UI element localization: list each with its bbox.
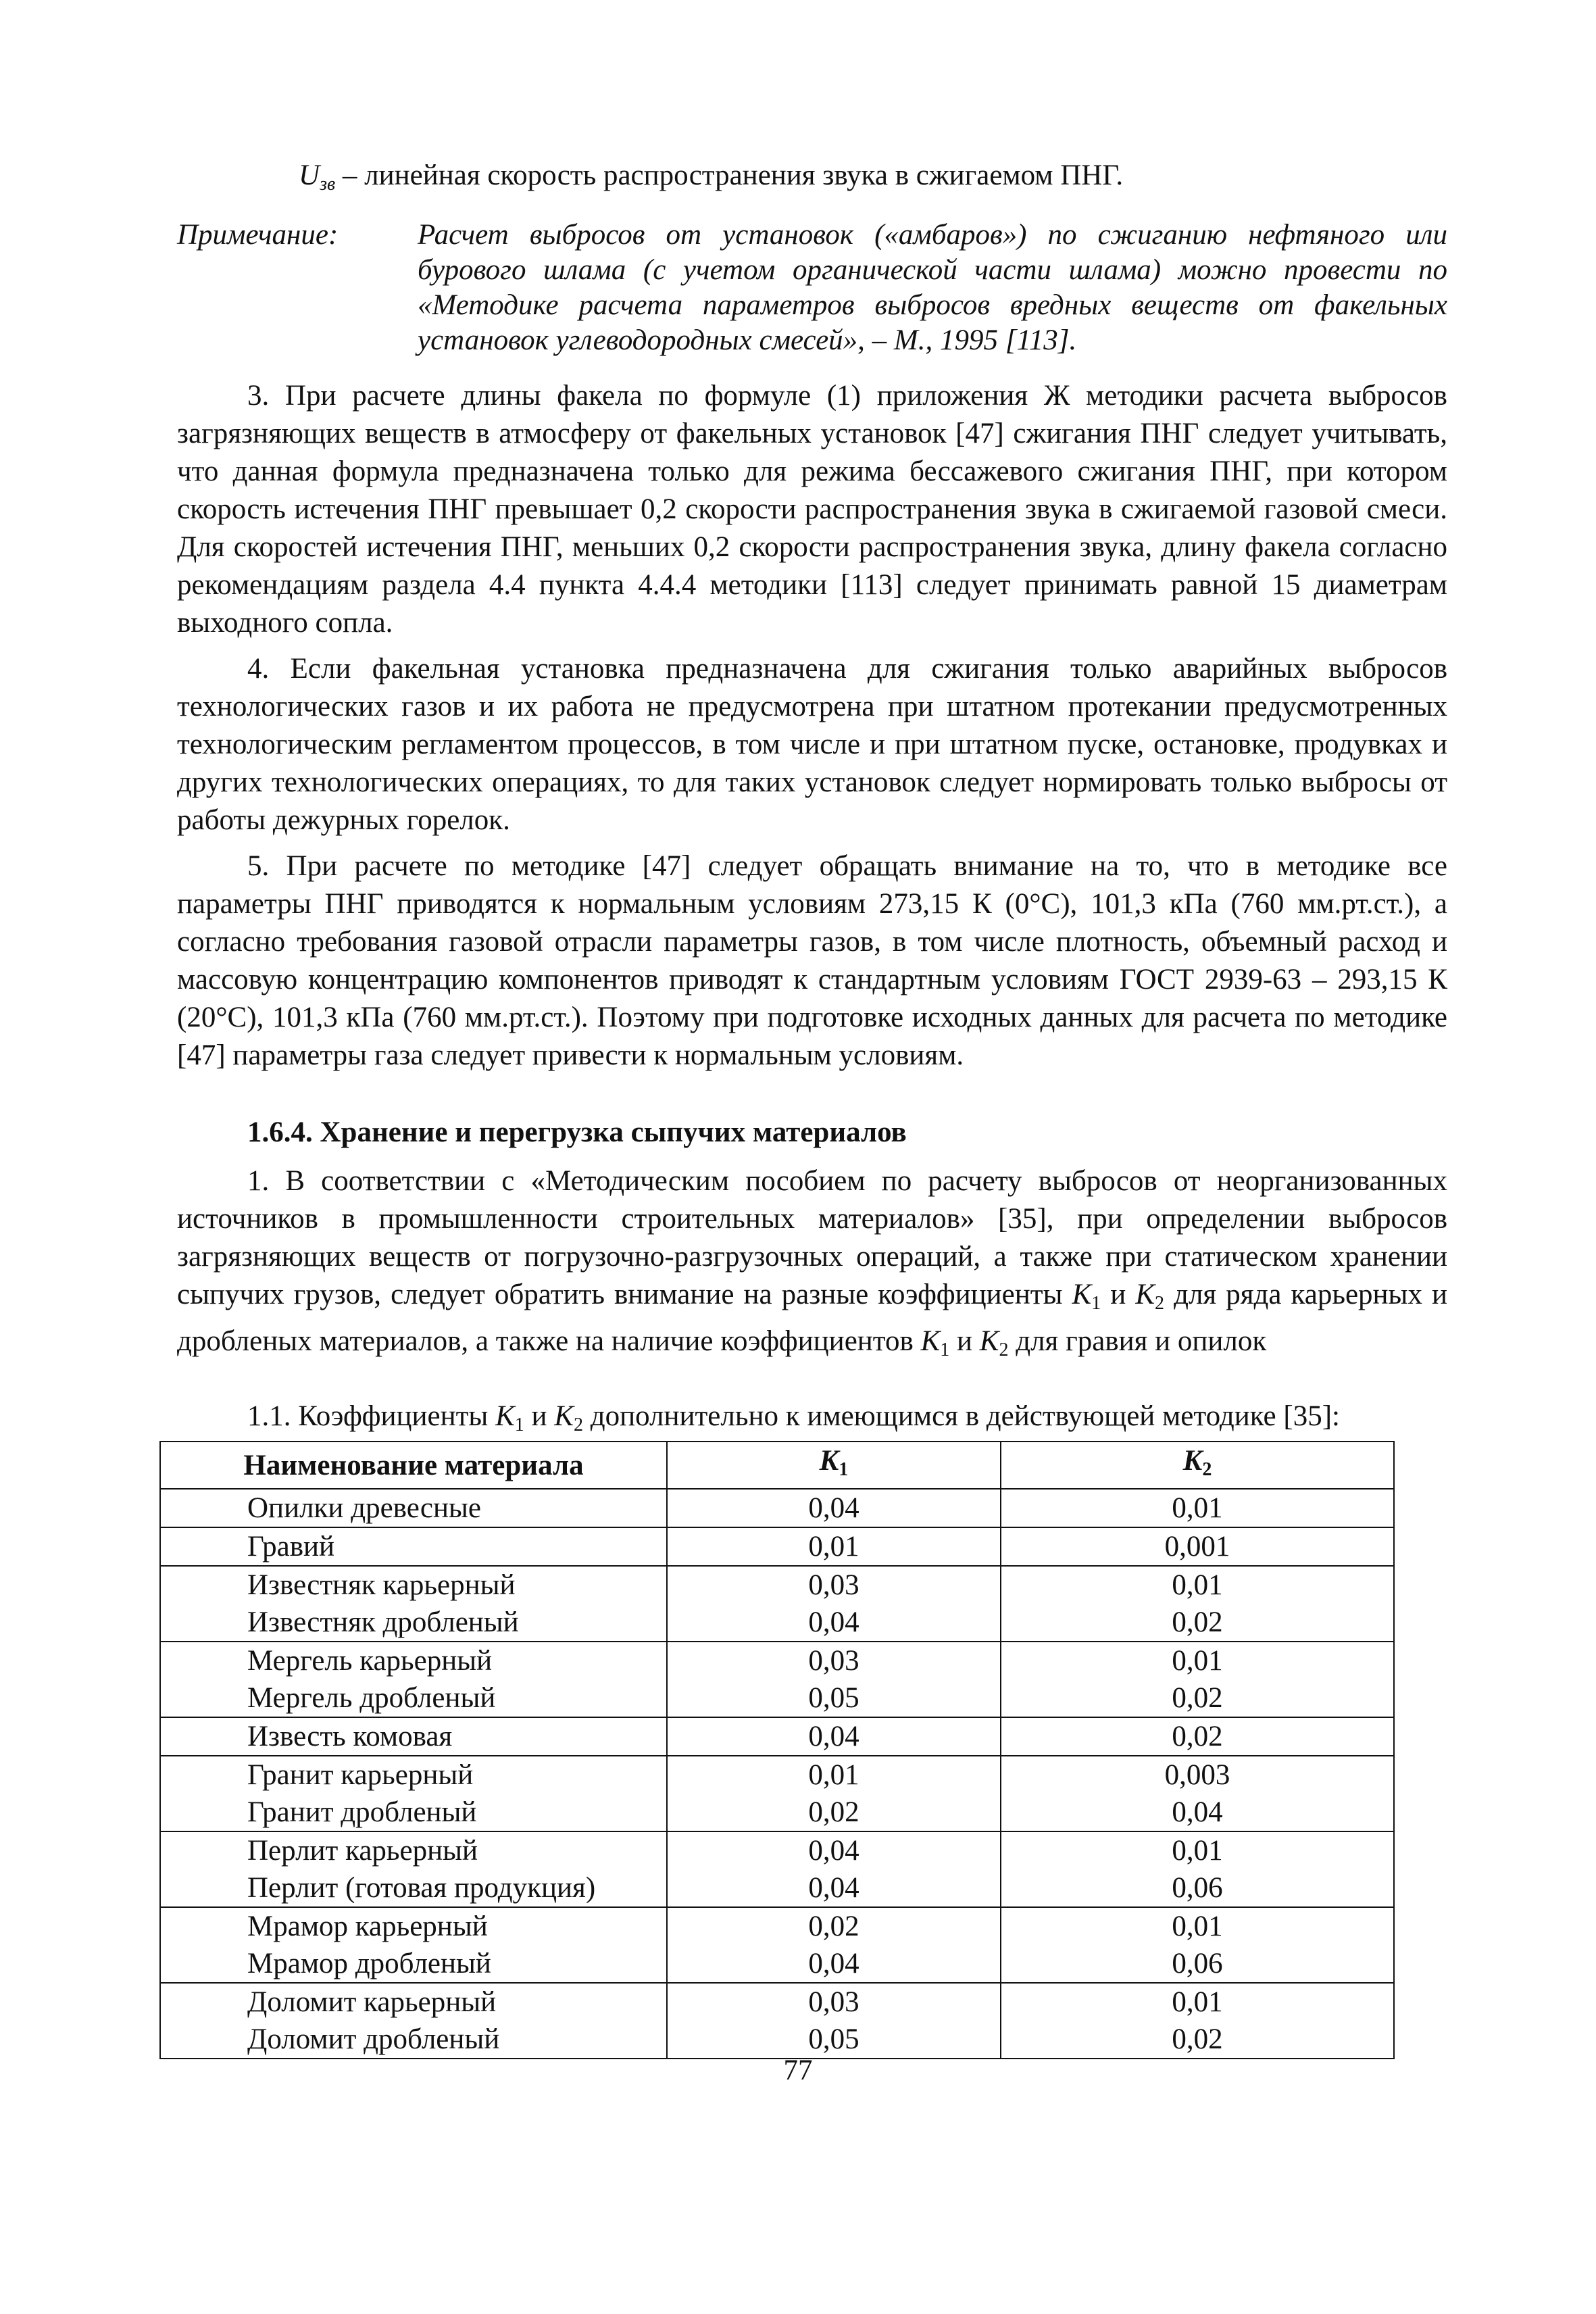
cell-material: Мрамор дробленый bbox=[160, 1945, 667, 1983]
table-caption: 1.1. Коэффициенты $K_1$ и $K_2$ дополнительно к имеющимся в действующей методике [35]: bbox=[247, 1400, 1340, 1435]
cell-k2: 0,01 bbox=[1001, 1489, 1394, 1527]
table-row bbox=[160, 1489, 1394, 1527]
cell-k1: 0,02 bbox=[667, 1907, 1001, 1945]
cell-k2: 0,001 bbox=[1001, 1527, 1394, 1566]
header-material: Наименование материала bbox=[160, 1442, 667, 1489]
cell-k1: 0,05 bbox=[667, 2021, 1001, 2059]
cell-k2: 0,06 bbox=[1001, 1869, 1394, 1907]
table-row bbox=[160, 1756, 1394, 1794]
table-row bbox=[160, 1907, 1394, 1945]
cell-material: Мрамор карьерный bbox=[160, 1907, 667, 1945]
cell-material: Доломит дробленый bbox=[160, 2021, 667, 2059]
cell-k1: 0,03 bbox=[667, 1642, 1001, 1679]
cell-k2: 0,01 bbox=[1001, 1831, 1394, 1869]
header-k1: $K_1$ bbox=[667, 1442, 1001, 1489]
cell-material: Известняк дробленый bbox=[160, 1604, 667, 1642]
table-row bbox=[160, 1566, 1394, 1604]
paragraph-b1: 1. В соответствии с «Методическим пособием по расчету выбросов от неорганизованных источников в промышленности строительных материалов» [35], при определении выбросов загрязняющих веществ от погрузочно-разгрузочных операций, а также при статическом хранении сыпучих грузов, следует обратить внимание на разные коэффициенты $K_1$ и $K_2$ для ряда карьерных и дробленых материалов, а также на наличие коэффициентов $K_1$ и $K_2$ для гравия и опилок bbox=[177, 1165, 1448, 1360]
b1-text-a: 1. В соответствии с «Методическим пособием по расчету выбросов от неорганизованных источников в промышленности строительных материалов» [35], при определении выбросов загрязняющих веществ от погрузочно-разгрузочных операций, а также при статическом хранении сыпучих грузов, следует обратить внимание на разные коэффициенты bbox=[177, 1165, 1447, 1310]
cell-k2: 0,02 bbox=[1001, 1604, 1394, 1642]
cell-material: Мергель дробленый bbox=[160, 1679, 667, 1717]
cell-material: Известняк карьерный bbox=[160, 1566, 667, 1604]
table-row bbox=[160, 1527, 1394, 1566]
table-row bbox=[160, 1983, 1394, 2021]
table-header-row bbox=[160, 1442, 1394, 1489]
cell-k1: 0,01 bbox=[667, 1756, 1001, 1794]
section-heading: 1.6.4. Хранение и перегрузка сыпучих материалов bbox=[247, 1116, 907, 1148]
header-k2: $K_2$ bbox=[1001, 1442, 1394, 1489]
cell-k2: 0,01 bbox=[1001, 1566, 1394, 1604]
cell-k2: 0,01 bbox=[1001, 1983, 1394, 2021]
cell-k1: 0,04 bbox=[667, 1717, 1001, 1756]
cell-material: Перлит (готовая продукция) bbox=[160, 1869, 667, 1907]
cell-material: Известь комовая bbox=[160, 1717, 667, 1756]
table-row bbox=[160, 1717, 1394, 1756]
cell-k2: 0,02 bbox=[1001, 2021, 1394, 2059]
cell-k2: 0,06 bbox=[1001, 1945, 1394, 1983]
velocity-symbol: U bbox=[299, 159, 320, 191]
cell-material: Мергель карьерный bbox=[160, 1642, 667, 1679]
cell-k1: 0,04 bbox=[667, 1831, 1001, 1869]
velocity-definition bbox=[177, 157, 1447, 203]
cell-k2: 0,02 bbox=[1001, 1679, 1394, 1717]
cell-k2: 0,02 bbox=[1001, 1717, 1394, 1756]
cell-k2: 0,003 bbox=[1001, 1756, 1394, 1794]
cell-material: Доломит карьерный bbox=[160, 1983, 667, 2021]
table-row bbox=[160, 1642, 1394, 1679]
cell-k1: 0,02 bbox=[667, 1794, 1001, 1831]
table-row bbox=[160, 1831, 1394, 1869]
velocity-subscript: зв bbox=[320, 174, 336, 195]
note-label: Примечание: bbox=[177, 219, 339, 251]
velocity-text: – линейная скорость распространения звука в сжигаемом ПНГ. bbox=[335, 159, 1124, 191]
cell-k2: 0,01 bbox=[1001, 1642, 1394, 1679]
cell-material: Гранит дробленый bbox=[160, 1794, 667, 1831]
cell-k1: 0,01 bbox=[667, 1527, 1001, 1566]
cell-k1: 0,04 bbox=[667, 1604, 1001, 1642]
note-body: Расчет выбросов от установок («амбаров») по сжиганию нефтяного или бурового шлама (с учетом органической части шлама) можно провести по «Методике расчета параметров выбросов вредных веществ от факельных установок углеводородных смесей», – М., 1995 [113]. bbox=[418, 219, 1447, 356]
table-row bbox=[160, 1604, 1394, 1642]
cell-k1: 0,03 bbox=[667, 1566, 1001, 1604]
cell-k1: 0,05 bbox=[667, 1679, 1001, 1717]
paragraph-5: 5. При расчете по методике [47] следует обращать внимание на то, что в методике все параметры ПНГ приводятся к нормальным условиям 273,15 К (0°С), 101,3 кПа (760 мм.рт.ст.), а согласно требования газовой отрасли параметры газов, в том числе плотность, объемный расход и массовую концентрацию компонентов приводят к стандартным условиям ГОСТ 2939-63 – 293,15 К (20°С), 101,3 кПа (760 мм.рт.ст.). Поэтому при подготовке исходных данных для расчета по методике [47] параметры газа следует привести к нормальным условиям. bbox=[177, 850, 1447, 1071]
cell-k1: 0,04 bbox=[667, 1945, 1001, 1983]
coefficients-table bbox=[159, 1441, 1395, 2059]
table-row bbox=[160, 1679, 1394, 1717]
page-number: 77 bbox=[783, 2054, 813, 2086]
cell-k1: 0,04 bbox=[667, 1489, 1001, 1527]
table-row bbox=[160, 1945, 1394, 1983]
cell-material: Перлит карьерный bbox=[160, 1831, 667, 1869]
paragraph-3: 3. При расчете длины факела по формуле (1) приложения Ж методики расчета выбросов загрязняющих веществ в атмосферу от факельных установок [47] сжигания ПНГ следует учитывать, что данная формула предназначена только для режима бессажевого сжигания ПНГ, при котором скорость истечения ПНГ превышает 0,2 скорости распространения звука в сжигаемой газовой смеси. Для скоростей истечения ПНГ, меньших 0,2 скорости распространения звука, длину факела согласно рекомендациям раздела 4.4 пункта 4.4.4 методики [113] следует принимать равной 15 диаметрам выходного сопла. bbox=[177, 380, 1447, 639]
table-row bbox=[160, 1794, 1394, 1831]
cell-material: Опилки древесные bbox=[160, 1489, 667, 1527]
cell-k2: 0,01 bbox=[1001, 1907, 1394, 1945]
cell-k1: 0,04 bbox=[667, 1869, 1001, 1907]
table-row bbox=[160, 1869, 1394, 1907]
paragraph-4: 4. Если факельная установка предназначена для сжигания только аварийных выбросов технологических газов и их работа не предусмотрена при штатном протекании предусмотренных технологическим регламентом процессов, в том числе и при штатном пуске, остановке, продувках и других технологических операциях, то для таких установок следует нормировать только выбросы от работы дежурных горелок. bbox=[177, 653, 1447, 836]
cell-material: Гравий bbox=[160, 1527, 667, 1566]
cell-material: Гранит карьерный bbox=[160, 1756, 667, 1794]
cell-k1: 0,03 bbox=[667, 1983, 1001, 2021]
cell-k2: 0,04 bbox=[1001, 1794, 1394, 1831]
